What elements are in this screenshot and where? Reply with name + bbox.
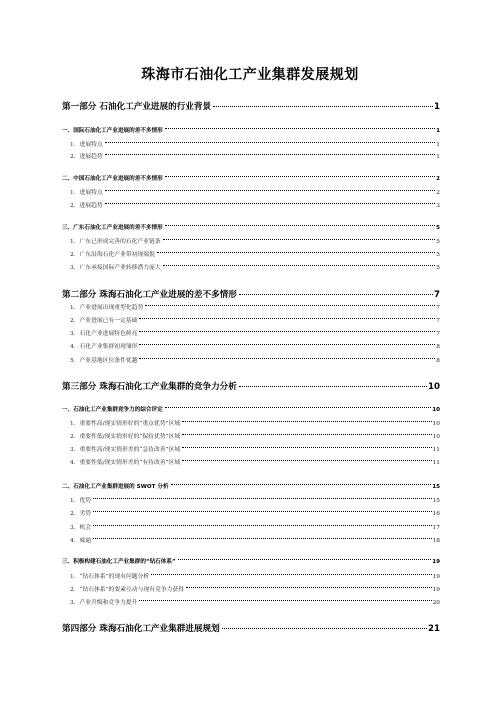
toc-page-number: 10 [432,434,440,440]
toc-entry-text: 3．石化产业进展特色鲜亮 [70,331,138,337]
toc-leader-dots [165,128,435,129]
toc-page-number: 16 [432,511,440,517]
toc-leader-dots [93,498,432,499]
toc-entry[interactable] [62,557,440,565]
toc-leader-dots [145,305,435,306]
toc-entry[interactable] [70,584,440,593]
toc-page-number: 5 [436,252,440,258]
toc-entry[interactable] [70,418,440,427]
toc-entry-text: 2．进展趋势 [70,203,103,209]
document-title: 珠海市石油化工产业集群发展规划 [141,67,359,83]
toc-entry[interactable] [62,100,440,112]
toc-page-number: 3 [436,203,440,209]
toc-leader-dots [239,386,427,387]
toc-page-number: 5 [436,239,440,245]
toc-leader-dots [165,176,435,177]
toc-entry[interactable] [62,126,440,134]
toc-entry-text: 2．劣势 [70,511,92,517]
toc-entry[interactable] [70,249,440,258]
toc-page-number: 7 [436,331,440,337]
toc-page-number: 1 [436,128,440,134]
toc-page-number: 8 [436,344,440,350]
toc-page-number: 15 [432,484,440,490]
toc-entry[interactable] [62,482,440,490]
toc-leader-dots [182,421,431,422]
toc-entry-text: 第四部分 珠海石油化工产业集群进展规划 [62,624,220,634]
toc-page-number: 17 [432,525,440,531]
toc-page-number: 10 [428,382,440,392]
toc-leader-dots [165,407,432,408]
toc-leader-dots [213,106,433,107]
toc-leader-dots [139,318,435,319]
toc-entry[interactable] [70,139,440,148]
toc-entry-text: 二、中国石油化工产业进展的差不多情形 [62,176,163,182]
toc-entry-text: 第三部分 珠海石油化工产业集群的竞争力分析 [62,382,237,392]
toc-entry-text: 3．产业升级和竞争力提升 [70,600,138,606]
toc-leader-dots [139,600,431,601]
toc-entry[interactable] [70,495,440,504]
toc-entry[interactable] [70,328,440,337]
toc-entry-text: 4．威逼 [70,538,92,544]
toc-entry[interactable] [70,236,440,245]
toc-leader-dots [186,587,432,588]
toc-entry[interactable] [70,508,440,517]
toc-leader-dots [222,628,427,629]
toc-entry-text: 1．广东已形成完善的石化产业链条 [70,239,161,245]
toc-leader-dots [151,574,431,575]
toc-entry[interactable] [70,444,440,453]
toc-leader-dots [163,239,436,240]
toc-leader-dots [165,225,435,226]
toc-entry-text: 一、石油化工产业集群竞争力的综合评定 [62,407,163,413]
toc-entry[interactable] [70,571,440,580]
toc-page-number: 19 [432,574,440,580]
toc-leader-dots [105,142,436,143]
toc-leader-dots [163,265,436,266]
toc-page-number: 1 [436,142,440,148]
toc-page-number: 8 [436,358,440,364]
toc-page-number: 11 [432,447,440,453]
toc-page-number: 5 [436,225,440,231]
toc-entry[interactable] [70,151,440,160]
toc-entry[interactable] [62,405,440,413]
toc-leader-dots [239,294,433,295]
toc-leader-dots [157,252,435,253]
toc-leader-dots [178,559,432,560]
toc-entry[interactable] [70,302,440,311]
toc-entry[interactable] [70,187,440,196]
toc-entry-text: 三、积极构建石油化工产业集群的“钻石体系” [62,559,176,565]
toc-page-number: 10 [432,421,440,427]
toc-entry[interactable] [70,431,440,440]
toc-entry[interactable] [62,174,440,182]
toc-entry-text: 1．产业进展出现重型化趋势 [70,305,144,311]
toc-page-number: 18 [432,538,440,544]
toc-entry-text: 1．重要性高/现实情形好的“重点优势”区域 [70,421,181,427]
toc-page-number: 19 [432,587,440,593]
toc-leader-dots [105,203,436,204]
toc-page-number: 1 [434,102,440,112]
toc-page-number: 21 [428,624,440,634]
toc-page-number: 2 [436,176,440,182]
toc-entry[interactable] [70,457,440,466]
toc-leader-dots [105,190,436,191]
toc-leader-dots [182,447,431,448]
toc-entry[interactable] [70,262,440,271]
toc-leader-dots [182,460,431,461]
toc-entry-text: 二、石油化工产业集群进展的 SWOT 分析 [62,484,169,490]
toc-leader-dots [93,511,432,512]
toc-entry[interactable] [62,380,440,392]
toc-leader-dots [182,434,431,435]
toc-entry-text: 2．进展趋势 [70,154,103,160]
toc-entry-text: 第二部分 珠海石油化工产业进展的差不多情形 [62,290,237,300]
toc-leader-dots [139,331,435,332]
toc-entry-text: 三、广东石油化工产业进展的差不多情形 [62,225,163,231]
toc-entry[interactable] [70,315,440,324]
toc-entry[interactable] [70,535,440,544]
toc-entry-text: 2．“钻石体系”的要素互动与现有竞争力获得 [70,587,184,593]
toc-leader-dots [93,538,432,539]
toc-leader-dots [139,344,435,345]
toc-entry-text: 1．进展特点 [70,190,103,196]
toc-entry[interactable] [70,597,440,606]
toc-entry[interactable] [70,522,440,531]
toc-page-number: 7 [434,290,440,300]
toc-page-number: 5 [436,265,440,271]
toc-entry-text: 3．机会 [70,525,92,531]
toc-page-number: 20 [432,600,440,606]
toc-entry-text: 1．优势 [70,498,92,504]
toc-leader-dots [139,358,435,359]
toc-page-number: 19 [432,559,440,565]
toc-page-number: 2 [436,190,440,196]
toc-page-number: 7 [436,305,440,311]
toc-entry-text: 3．重要性高/现实情形差的“急待改善”区域 [70,447,181,453]
toc-leader-dots [171,484,432,485]
toc-entry[interactable] [62,288,440,300]
toc-leader-dots [105,154,436,155]
toc-entry-text: 5．产业基地区位条件优越 [70,358,138,364]
toc-entry-text: 4．石化产业集群初现雏形 [70,344,138,350]
toc-entry[interactable] [62,223,440,231]
toc-entry-text: 2．重要性低/现实情形好的“保持优势”区域 [70,434,181,440]
toc-page-number: 7 [436,318,440,324]
toc-entry[interactable] [70,355,440,364]
toc-entry[interactable] [62,622,440,634]
toc-entry-text: 1．进展特点 [70,142,103,148]
toc-entry-text: 3．广东承接国际产业转移潜力庞大 [70,265,161,271]
toc-page-number: 11 [432,460,440,466]
toc-entry[interactable] [70,200,440,209]
toc-page-number: 10 [432,407,440,413]
toc-entry-text: 一、国际石油化工产业进展的差不多情形 [62,128,163,134]
toc-entry-text: 第一部分 石油化工产业进展的行业背景 [62,102,212,112]
toc-page-number: 1 [436,154,440,160]
toc-entry[interactable] [70,341,440,350]
toc-leader-dots [93,525,432,526]
toc-page-number: 15 [432,498,440,504]
toc-entry-text: 2．产业进展已有一定基础 [70,318,138,324]
toc-entry-text: 2．广东沿海石化产业带初现端倪 [70,252,155,258]
toc-entry-text: 4．重要性低/现实情形差的“有待改善”区域 [70,460,181,466]
toc-entry-text: 1．“钻石体系”的现有问题分析 [70,574,150,580]
